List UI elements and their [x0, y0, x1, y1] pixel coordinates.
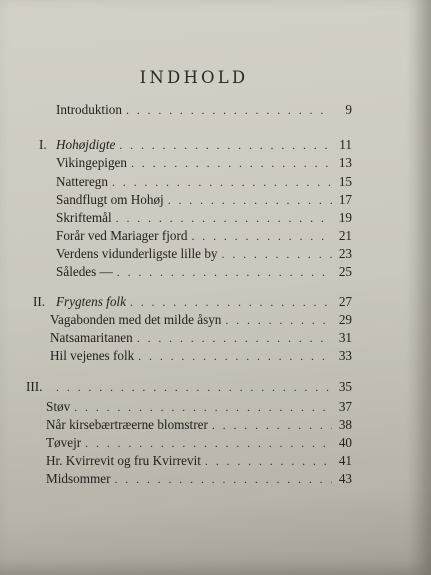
dot-leader	[222, 247, 332, 262]
toc-entry	[56, 155, 352, 173]
toc-entry-title: Introduktion	[56, 102, 122, 117]
toc-entry-page: 27	[338, 294, 352, 309]
dot-leader	[114, 472, 332, 487]
toc-entry-title: Natsamaritanen	[50, 330, 133, 345]
section-number: II.	[33, 294, 46, 309]
toc-entry-page: 17	[338, 192, 352, 207]
dot-leader	[119, 138, 332, 153]
dot-leader	[225, 313, 332, 328]
page-heading: INDHOLD	[139, 68, 249, 87]
toc-section	[26, 379, 352, 397]
page-edge-shadow	[407, 0, 431, 575]
dot-leader	[126, 103, 332, 118]
toc-entry-page: 25	[338, 264, 352, 279]
toc-entry-title: Tøvejr	[46, 435, 82, 450]
dot-leader	[168, 193, 332, 208]
toc-entry-page: 21	[338, 228, 352, 243]
dot-leader	[205, 454, 332, 469]
toc-entry	[56, 246, 352, 264]
dot-leader	[116, 211, 332, 226]
toc-entry-title: Natteregn	[56, 174, 108, 189]
toc-entry	[50, 330, 352, 348]
dot-leader	[56, 380, 332, 395]
toc-entry-page: 11	[339, 137, 352, 152]
toc-entry	[56, 264, 352, 282]
toc-entry-page: 37	[338, 399, 352, 414]
toc-entry	[56, 174, 352, 192]
dot-leader	[137, 331, 332, 346]
toc-entry-page: 43	[338, 471, 352, 486]
toc-entry-title: Når kirsebærtræerne blomstrer	[46, 417, 208, 432]
toc-entry	[56, 228, 352, 246]
dot-leader	[74, 400, 332, 415]
toc-entry	[50, 348, 352, 366]
toc-entry-page: 31	[338, 330, 352, 345]
toc-entry-page: 9	[345, 102, 352, 117]
toc-entry	[56, 192, 352, 210]
toc-entry-title: Vikingepigen	[56, 155, 127, 170]
dot-leader	[138, 349, 332, 364]
toc-entry-title: Hr. Kvirrevit og fru Kvirrevit	[46, 453, 201, 468]
dot-leader	[191, 229, 332, 244]
toc-section	[39, 137, 352, 155]
toc-entry-title: Verdens vidunderligste lille by	[56, 246, 218, 261]
toc-entry-title: Forår ved Mariager fjord	[56, 228, 188, 243]
section-number: III.	[26, 379, 43, 394]
toc-entry-page: 35	[338, 379, 352, 394]
toc-entry	[46, 399, 352, 417]
dot-leader	[112, 175, 332, 190]
section-number: I.	[39, 137, 47, 152]
dot-leader	[117, 265, 332, 280]
toc-entry	[56, 210, 352, 228]
toc-entry	[46, 417, 352, 435]
dot-leader	[130, 295, 332, 310]
toc-section	[33, 294, 352, 312]
toc-entry-page: 38	[338, 417, 352, 432]
toc-entry-page: 19	[338, 210, 352, 225]
toc-entry	[46, 435, 352, 453]
toc-entry	[50, 312, 352, 330]
dot-leader	[85, 436, 332, 451]
toc-entry-page: 23	[338, 246, 352, 261]
toc-entry	[46, 453, 352, 471]
toc-entry-title: Således —	[56, 264, 113, 279]
toc-entry-page: 40	[338, 435, 352, 450]
section-title: Frygtens folk	[56, 294, 126, 309]
toc-entry	[56, 102, 352, 120]
toc-entry-title: Midsommer	[46, 471, 111, 486]
dot-leader	[131, 156, 332, 171]
toc-entry	[46, 471, 352, 489]
toc-entry-title: Støv	[46, 399, 71, 414]
toc-entry-title: Vagabonden med det milde åsyn	[50, 312, 222, 327]
section-title: Hohøjdigte	[56, 137, 116, 152]
toc-entry-page: 13	[338, 155, 352, 170]
toc-entry-page: 33	[338, 348, 352, 363]
toc-entry-title: Skriftemål	[56, 210, 112, 225]
toc-entry-page: 29	[338, 312, 352, 327]
dot-leader	[212, 418, 332, 433]
toc-entry-title: Hil vejenes folk	[50, 348, 135, 363]
toc-entry-page: 15	[338, 174, 352, 189]
toc-entry-title: Sandflugt om Hohøj	[56, 192, 164, 207]
toc-entry-page: 41	[338, 453, 352, 468]
